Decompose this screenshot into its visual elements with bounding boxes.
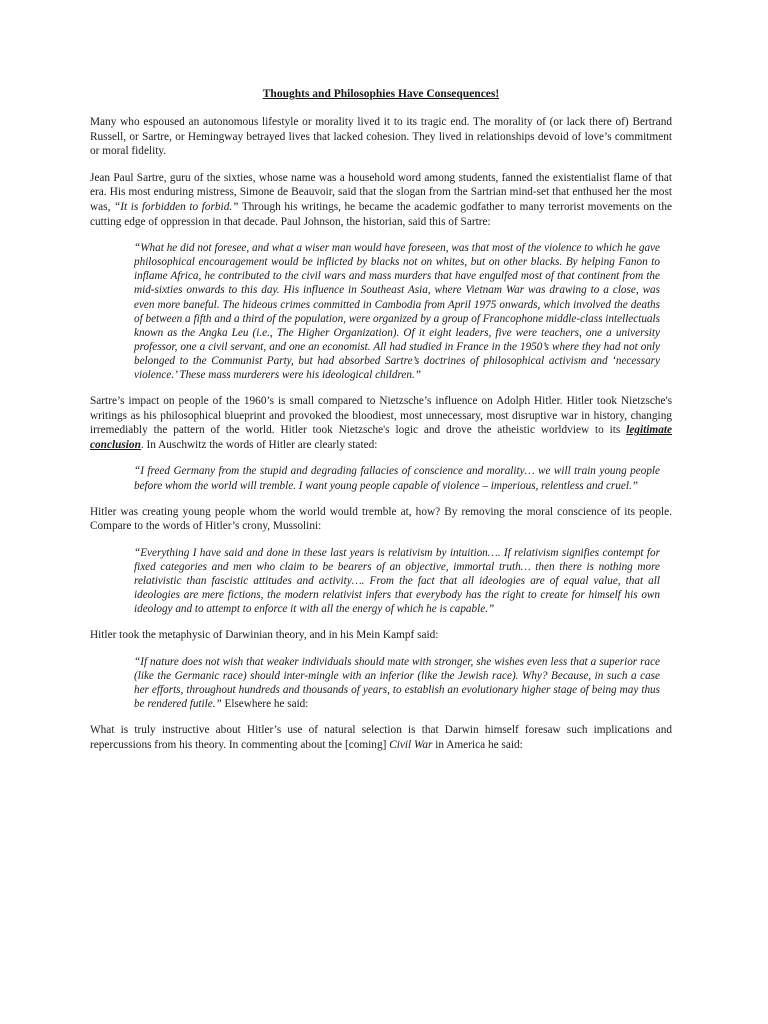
quote-hitler-auschwitz: “I freed Germany from the stupid and degrading fallacies of conscience and morality… we will train young people before whom the world will tremble. I want young people capable of violence – imperious, relentless and cruel.” — [134, 465, 660, 492]
paragraph-mein-kampf: Hitler took the metaphysic of Darwinian theory, and in his Mein Kampf said: — [90, 629, 439, 642]
legitimate-conclusion-emphasis: legitimate conclusion — [90, 424, 672, 451]
darwin-text-before: What is truly instructive about Hitler’s use of natural selection is that Darwin himself foresaw such implications and repercussions from his theory. In commenting about the [coming] — [90, 724, 672, 751]
sartre-text-after: Through his writings, he became the academic godfather to many terrorist movements on the cutting edge of oppression in that decade. Paul Johnson, the historian, said this of Sartre: — [90, 200, 673, 228]
civil-war-emphasis: Civil War — [389, 738, 433, 751]
sartre-slogan: “It is forbidden to forbid.” — [113, 200, 239, 213]
document-title: Thoughts and Philosophies Have Consequences! — [262, 88, 500, 100]
paragraph-darwin — [90, 723, 672, 752]
paragraph-sartre — [90, 171, 672, 229]
darwin-text-after: in America he said: — [432, 738, 523, 751]
quote-paul-johnson: “What he did not foresee, and what a wiser man would have foreseen, was that most of the violence to which he gave philosophical encouragement would be inflicted by blacks not on whites, but on other blacks. By helping Fanon to inflame Africa, he contributed to the civil wars and mass murders that have engulfed most of that continent from the mid-sixties onwards to this day. His influence in Southeast Asia, where Vietnam War was drawing to a close, was even more baneful. The hideous crimes committed in Cambodia from April 1975 onwards, which involved the deaths of between a fifth and a third of the population, were organized by a group of Francophone middle-class intellectuals known as the Angka Leu (i.e., The Higher Organization). Of it eight leaders, five were teachers, one a university professor, one a civil servant, and one an economist. All had studied in France in the 1950’s where they had not only belonged to the Communist Party, but had absorbed Sartre’s doctrines of philosophical activism and ‘necessary violence.’ These mass murderers were his ideological children.” — [134, 242, 660, 381]
document-page — [90, 88, 672, 764]
paragraph-mussolini-intro: Hitler was creating young people whom the world would tremble at, how? By removing the moral conscience of its people. Compare to the words of Hitler’s crony, Mussolini: — [90, 505, 672, 533]
nietzsche-text-after: . In Auschwitz the words of Hitler are clearly stated: — [140, 438, 378, 451]
mein-kampf-quote-tail: Elsewhere he said: — [221, 698, 309, 711]
nietzsche-text-before: Sartre’s impact on people of the 1960’s is small compared to Nietzsche’s influence on Adolph Hitler. Hitler took Nietzsche's writings as his philosophical blueprint and provoked the bloodiest, most unnecessary, most disruptive war in history, changing irremediably the pattern of the world. Hitler took Nietzsche's logic and drove the atheistic worldview to its — [90, 395, 672, 437]
mein-kampf-quote-text: “If nature does not wish that weaker individuals should mate with stronger, she wishes even less that a superior race (like the Germanic race) should inter-mingle with an inferior (like the Jewish race). Why? Because, in such a case her efforts, throughout hundreds and thousands of years, to establish an evolutionary higher stage of being may thus be rendered futile.” — [134, 655, 660, 711]
sartre-text-before: Jean Paul Sartre, guru of the sixties, whose name was a household word among students, fanned the existentialist flame of that era. His most enduring mistress, Simone de Beauvoir, said that the slogan from the Sartrian mind-set that enthused her the most was, — [90, 171, 672, 213]
paragraph-intro: Many who espoused an autonomous lifestyle or morality lived it to its tragic end. The morality of (or lack there of) Bertrand Russell, or Sartre, or Hemingway betrayed lives that lacked cohesion. They lived in relationships devoid of love’s commitment or moral fidelity. — [90, 116, 672, 158]
quote-mein-kampf — [134, 655, 660, 711]
quote-mussolini: “Everything I have said and done in these last years is relativism by intuition…. If relativism signifies contempt for fixed categories and men who claim to be bearers of an objective, immortal truth… then there is nothing more relativistic than fascistic attitudes and activity…. From the fact that all ideologies are of equal value, that all ideologies are mere fictions, the modern relativist infers that everybody has the right to create for himself his own ideology and to attempt to enforce it with all the energy of which he is capable.” — [134, 546, 660, 616]
paragraph-nietzsche — [90, 394, 672, 452]
